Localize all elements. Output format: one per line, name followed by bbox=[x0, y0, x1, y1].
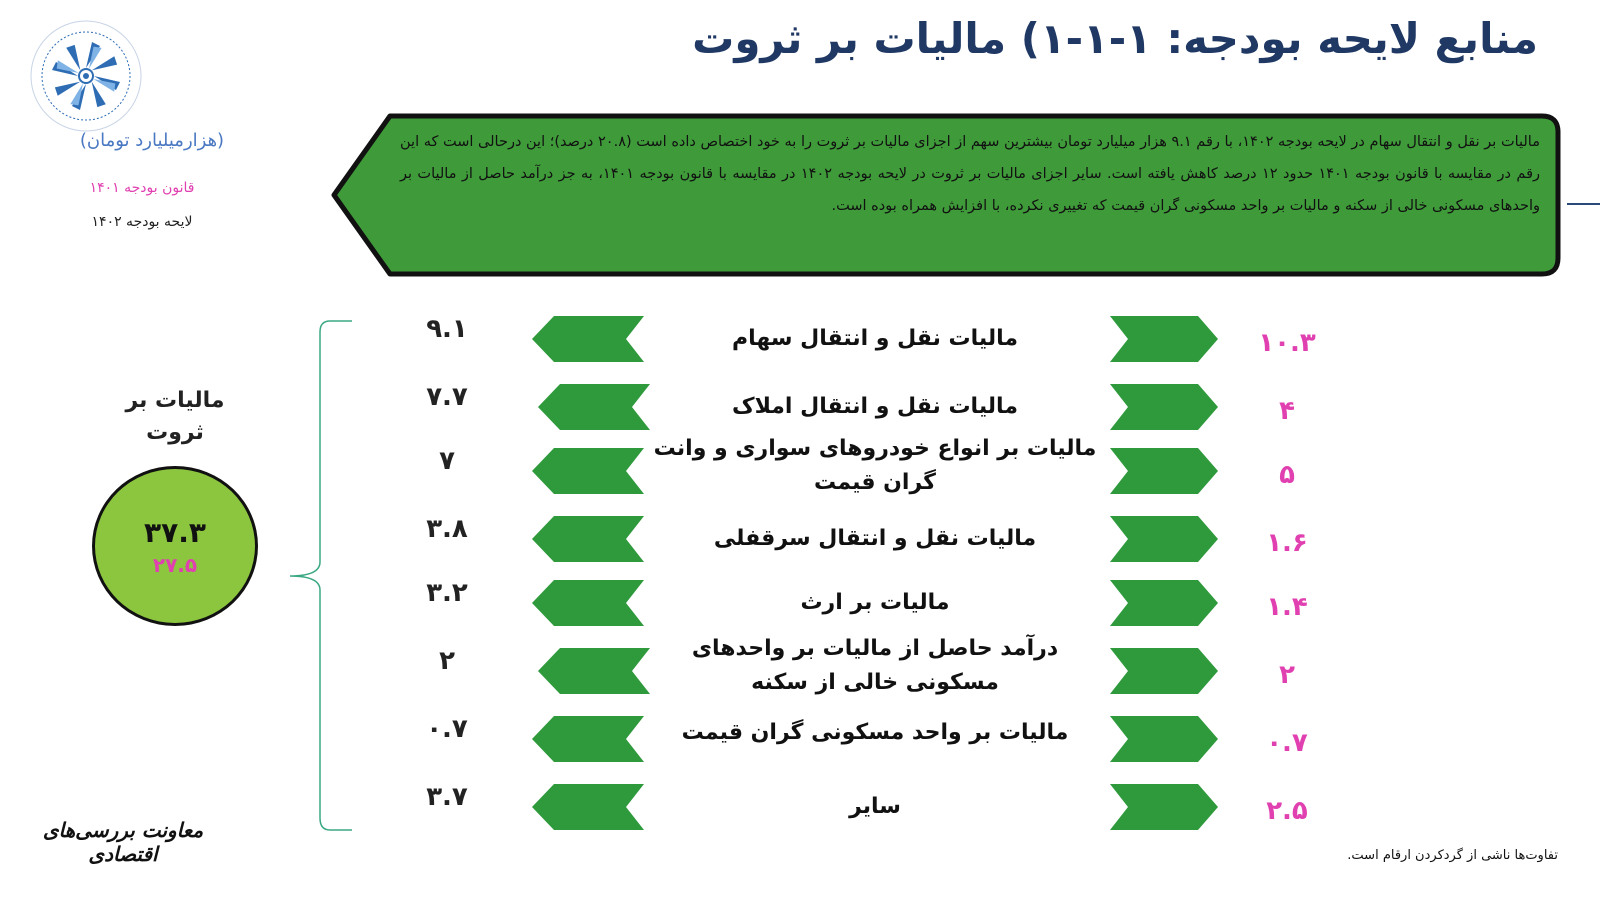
chamber-of-commerce-logo-icon bbox=[28, 18, 144, 134]
chevron-left-arrow-icon bbox=[536, 382, 652, 436]
item-value-bill-1402: ۲ bbox=[439, 646, 455, 676]
chevron-right-arrow-icon bbox=[1108, 446, 1220, 500]
item-value-law-1401: ۰.۷ bbox=[1266, 728, 1308, 758]
total-bill-1402: ۳۷.۳ bbox=[144, 515, 206, 549]
wealth-tax-item-row bbox=[0, 436, 1600, 506]
chevron-right-arrow-icon bbox=[1108, 382, 1220, 436]
unit-label: (هزارمیلیارد تومان) bbox=[79, 130, 225, 151]
chevron-left-arrow-icon bbox=[530, 514, 646, 568]
chevron-left-arrow-icon bbox=[530, 714, 646, 768]
chevron-left-arrow-icon bbox=[530, 314, 646, 368]
item-label: درآمد حاصل از مالیات بر واحدهای مسکونی خالی از سکنه bbox=[691, 636, 1059, 695]
item-value-bill-1402: ۳.۷ bbox=[426, 782, 468, 812]
item-value-law-1401: ۱.۴ bbox=[1266, 592, 1308, 622]
item-label: مالیات بر واحد مسکونی گران قیمت bbox=[681, 720, 1069, 745]
wealth-tax-item-row bbox=[0, 314, 1600, 374]
item-value-bill-1402: ۳.۲ bbox=[426, 578, 468, 608]
total-law-1401: ۲۷.۵ bbox=[152, 552, 198, 577]
item-value-law-1401: ۲.۵ bbox=[1266, 796, 1308, 826]
legend-bill-1402: لایحه بودجه ۱۴۰۲ bbox=[91, 214, 193, 230]
item-label: مالیات نقل و انتقال سرقفلی bbox=[713, 526, 1037, 551]
chevron-left-arrow-icon bbox=[530, 578, 646, 632]
summary-text: مالیات بر نقل و انتقال سهام در لایحه بودجه ۱۴۰۲، با رقم ۹.۱ هزار میلیارد تومان بیشترین سهم از اجزای مالیات بر ثروت را به خود اختصاص داده است (۲۰.۸ درصد)؛ این درحالی است که این رقم در مقایسه با قانون بودجه ۱۴۰۱ حدود ۱۲ درصد کاهش یافته است. سایر اجزای مالیات بر ثروت در لایحه بودجه ۱۴۰۲ در مقایسه با قانون بودجه ۱۴۰۱، به جز درآمد حاصل از مالیات بر واحدهای مسکونی خالی از سکنه و مالیات بر واحد مسکونی گران قیمت که تغییری نکرده، با افزایش همراه بوده است. bbox=[400, 134, 1540, 214]
wealth-tax-item-row bbox=[0, 714, 1600, 774]
wealth-tax-item-row bbox=[0, 514, 1600, 574]
page-title: منابع لایحه بودجه: ۱-۱-۱) مالیات بر ثروت bbox=[692, 14, 1538, 63]
item-value-bill-1402: ۰.۷ bbox=[426, 714, 468, 744]
item-label: مالیات نقل و انتقال املاک bbox=[732, 394, 1018, 419]
callout-connector bbox=[1567, 203, 1600, 205]
footer-signature: معاونت بررسی‌های اقتصادی bbox=[42, 818, 204, 866]
chevron-right-arrow-icon bbox=[1108, 314, 1220, 368]
chevron-right-arrow-icon bbox=[1108, 646, 1220, 700]
chevron-left-arrow-icon bbox=[530, 446, 646, 500]
legend-law-1401: قانون بودجه ۱۴۰۱ bbox=[89, 180, 195, 196]
item-value-bill-1402: ۹.۱ bbox=[426, 314, 468, 344]
item-value-bill-1402: ۷.۷ bbox=[426, 382, 468, 412]
chevron-left-arrow-icon bbox=[536, 646, 652, 700]
item-value-law-1401: ۱.۶ bbox=[1266, 528, 1308, 558]
item-value-law-1401: ۲ bbox=[1279, 660, 1295, 690]
chevron-right-arrow-icon bbox=[1108, 578, 1220, 632]
chevron-left-arrow-icon bbox=[530, 782, 646, 836]
footer-note: تفاوت‌ها ناشی از گردکردن ارقام است. bbox=[1347, 848, 1558, 863]
wealth-tax-item-row bbox=[0, 636, 1600, 706]
item-value-law-1401: ۱۰.۳ bbox=[1258, 328, 1316, 358]
item-value-bill-1402: ۷ bbox=[439, 446, 455, 476]
wealth-tax-label: مالیات بر ثروت bbox=[125, 388, 225, 445]
item-value-law-1401: ۴ bbox=[1279, 396, 1295, 426]
summary-callout bbox=[330, 112, 1562, 278]
chevron-right-arrow-icon bbox=[1108, 514, 1220, 568]
item-label: مالیات نقل و انتقال سهام bbox=[731, 326, 1019, 351]
item-label: مالیات بر ارث bbox=[800, 590, 950, 615]
item-label: مالیات بر انواع خودروهای سواری و وانت گران قیمت bbox=[653, 436, 1097, 495]
item-value-bill-1402: ۳.۸ bbox=[426, 514, 468, 544]
item-label: سایر bbox=[849, 794, 901, 819]
wealth-tax-item-row bbox=[0, 782, 1600, 842]
chevron-right-arrow-icon bbox=[1108, 782, 1220, 836]
item-value-law-1401: ۵ bbox=[1279, 460, 1295, 490]
chevron-right-arrow-icon bbox=[1108, 714, 1220, 768]
wealth-tax-item-row bbox=[0, 578, 1600, 638]
